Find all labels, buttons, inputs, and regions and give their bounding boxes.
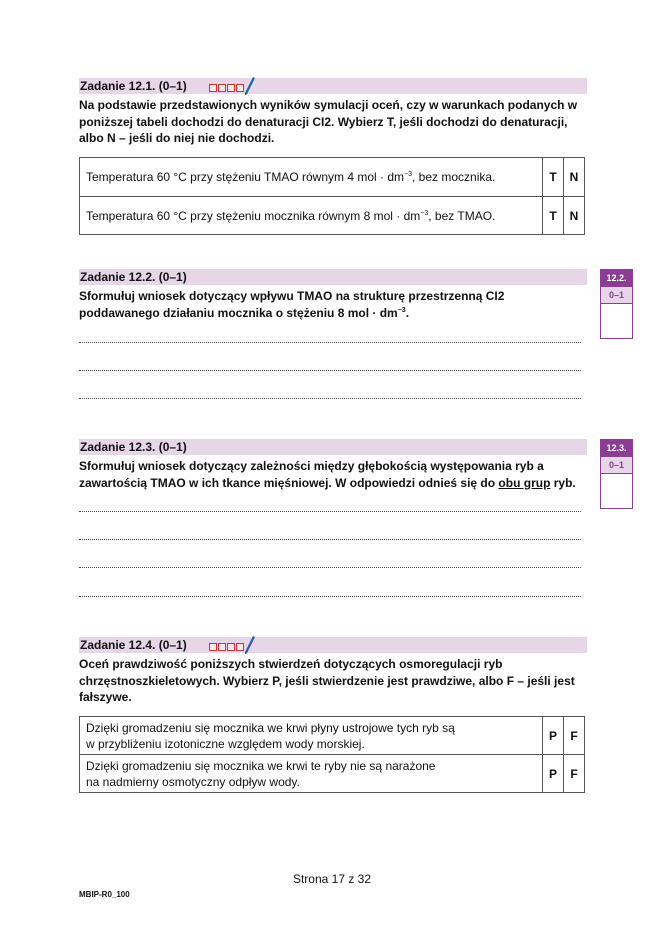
option-t[interactable]: T (543, 197, 564, 235)
task-title: Zadanie 12.3. (0–1) (80, 440, 187, 454)
option-t[interactable]: T (543, 158, 564, 197)
statement: Dzięki gromadzeniu się mocznika we krwi płyny ustrojowe tych ryb są w przybliżeniu izotoniczne względem wody morskiej. (80, 717, 543, 755)
score-box-12-2 (600, 269, 633, 339)
task-prompt: Na podstawie przedstawionych wyników symulacji oceń, czy w warunkach podanych w poniższej tabeli dochodzi do denaturacji CI2. Wybierz T, jeśli dochodzi do denaturacji, albo N – jeśli do niej nie dochodzi. (79, 98, 578, 145)
table-row (80, 755, 585, 793)
task-title: Zadanie 12.4. (0–1) (80, 638, 187, 652)
task-12-1 (79, 78, 587, 147)
answer-line[interactable] (79, 511, 581, 512)
answer-line[interactable] (79, 342, 581, 343)
task-prompt: Sformułuj wniosek dotyczący wpływu TMAO na strukturę przestrzenną CI2 poddawanego działaniu mocznika o stężeniu 8 mol · $dm^{-3}$. (79, 289, 505, 320)
score-box-number: 12.3. (601, 440, 632, 456)
skill-marker-icon (209, 638, 259, 652)
answer-line[interactable] (79, 596, 581, 597)
table-row (80, 158, 585, 197)
true-false-table-12-1 (79, 157, 585, 235)
option-f[interactable]: F (564, 717, 585, 755)
answer-line[interactable] (79, 567, 581, 568)
score-box-points: 0–1 (601, 286, 632, 304)
page-number: Strona 17 z 32 (292, 872, 372, 886)
score-box-blank[interactable] (601, 304, 632, 338)
option-f[interactable]: F (564, 755, 585, 793)
task-12-3 (79, 439, 587, 491)
option-n[interactable]: N (564, 158, 585, 197)
score-box-points: 0–1 (601, 456, 632, 474)
answer-line[interactable] (79, 398, 581, 399)
option-p[interactable]: P (543, 717, 564, 755)
statement: Temperatura 60 °C przy stężeniu TMAO równym 4 mol · $dm^{-3}$, bez mocznika. (80, 158, 543, 197)
task-header (79, 637, 587, 653)
task-header (79, 439, 587, 455)
score-box-blank[interactable] (601, 474, 632, 508)
task-title: Zadanie 12.1. (0–1) (80, 79, 187, 93)
task-header (79, 269, 587, 285)
option-n[interactable]: N (564, 197, 585, 235)
task-prompt: Sformułuj wniosek dotyczący zależności między głębokością występowania ryb a zawartością TMAO w ich tkance mięśniowej. W odpowiedzi odnieś się do obu grup ryb. (79, 459, 576, 490)
table-row (80, 717, 585, 755)
true-false-table-12-4 (79, 716, 585, 793)
task-12-2 (79, 269, 587, 321)
statement: Temperatura 60 °C przy stężeniu mocznika równym 8 mol · $dm^{-3}$, bez TMAO. (80, 197, 543, 235)
task-12-4 (79, 637, 587, 706)
table-row (80, 197, 585, 235)
task-prompt: Oceń prawdziwość poniższych stwierdzeń dotyczących osmoregulacji ryb chrzęstnoszkieletowych. Wybierz P, jeśli stwierdzenie jest prawdziwe, albo F – jeśli jest fałszywe. (79, 657, 575, 704)
task-header (79, 78, 587, 94)
exam-code: MBIP-R0_100 (79, 890, 130, 899)
option-p[interactable]: P (543, 755, 564, 793)
task-title: Zadanie 12.2. (0–1) (80, 270, 187, 284)
skill-marker-icon (209, 79, 259, 93)
score-box-number: 12.2. (601, 270, 632, 286)
answer-line[interactable] (79, 539, 581, 540)
answer-line[interactable] (79, 370, 581, 371)
score-box-12-3 (600, 439, 633, 509)
statement: Dzięki gromadzeniu się mocznika we krwi te ryby nie są narażone na nadmierny osmotyczny odpływ wody. (80, 755, 543, 793)
